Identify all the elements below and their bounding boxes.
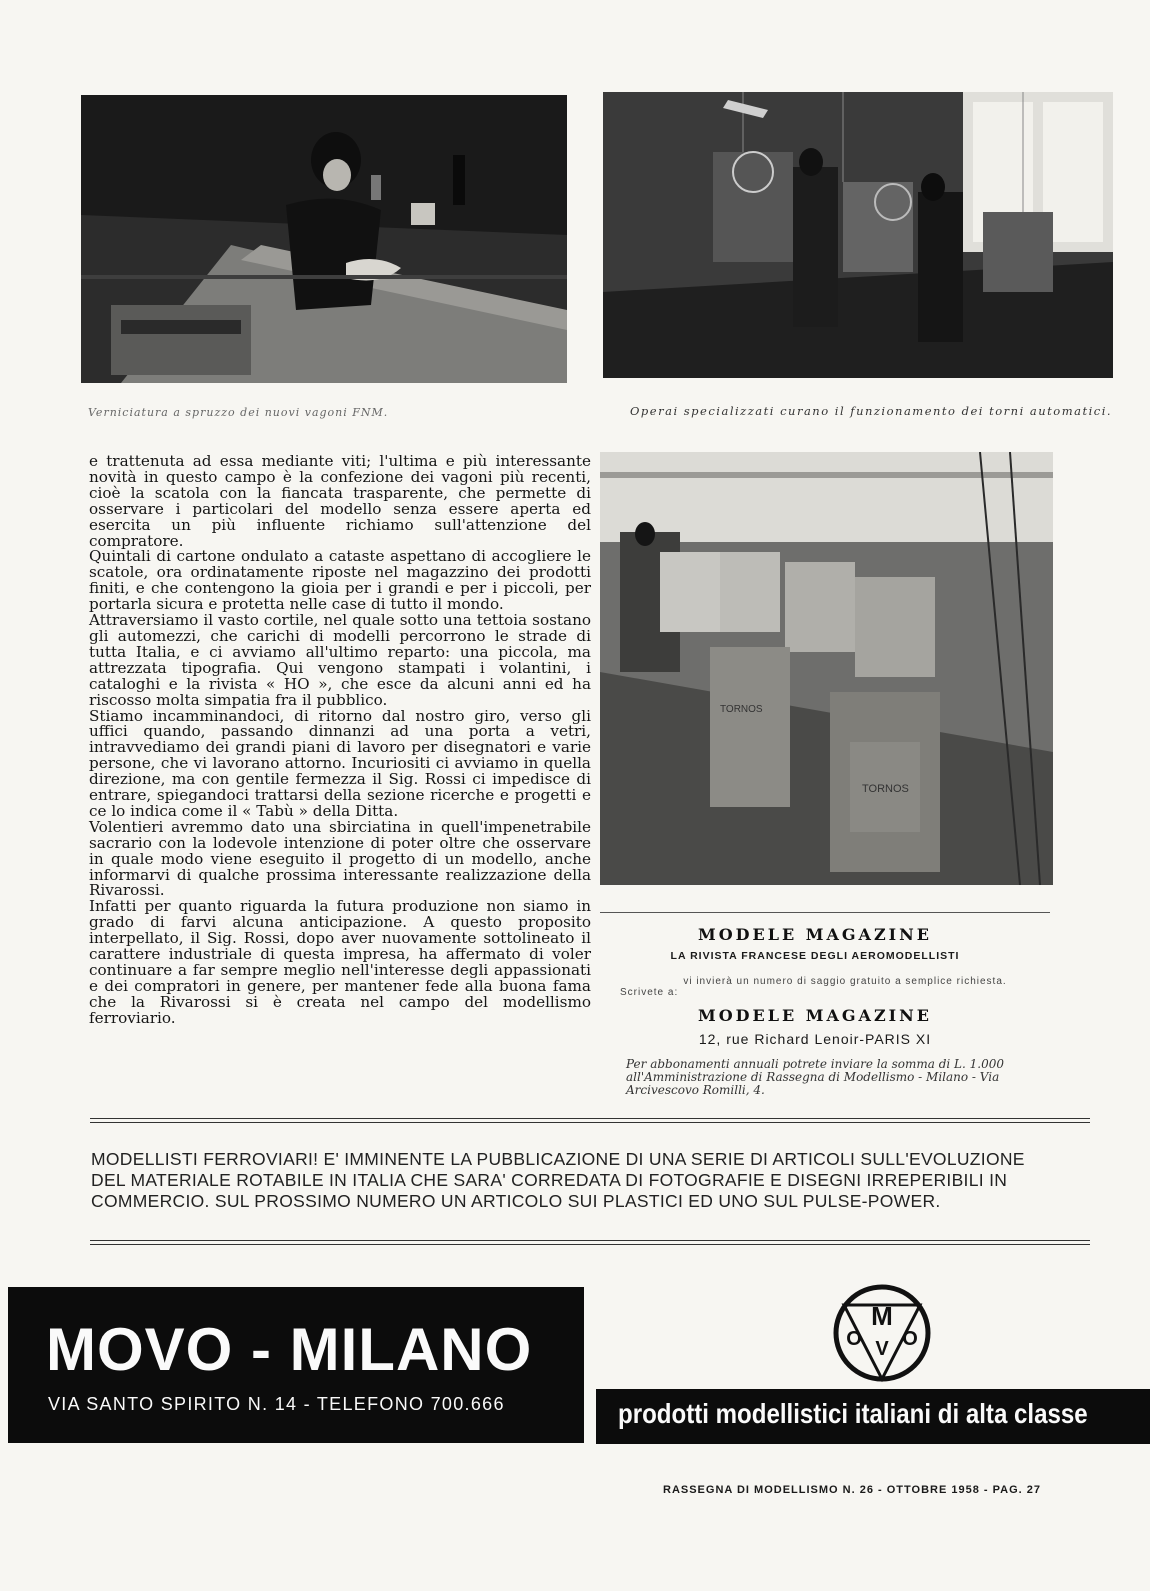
machine-label-2: TORNOS [862, 783, 909, 795]
tagline-block [596, 1389, 1150, 1444]
article-paragraph: Stiamo incamminandoci, di ritorno dal nostro giro, verso gli uffici quando, passando dinnanzi ad una porta a vetri, intravvediamo dei grandi piani di lavoro per disegnatori e varie persone, che vi lavorano attorno. Incuriositi ci avviamo in quella direzione, ma con gentile fermezza il Sig. Rossi ci impedisce di entrare, spiegandoci trattarsi della sezione ricerche e progetti e ce lo indica come il « Tabù » della Ditta. [89, 706, 591, 820]
modele-title-2: MODELE MAGAZINE [698, 1006, 932, 1025]
logo-letter-o2: O [902, 1328, 918, 1350]
movo-logo-icon [832, 1283, 932, 1383]
modele-address: 12, rue Richard Lenoir-PARIS XI [698, 1031, 932, 1047]
movo-tagline: prodotti modellistici italiani di alta classe [618, 1398, 1088, 1429]
article-paragraph: Infatti per quanto riguarda la futura produzione non siamo in grado di farvi alcuna anticipazione. A questo proposito interpellato, il Sig. Rossi, dopo aver nuovamente sottolineato il carattere industriale di questa impresa, ha affermato di voler continuare a far sempre meglio nell'interesse degli appassionati e dei compratori in genere, per mantener fede alla buona fama che la Rivarossi si è creata nel campo del modellismo ferroviario. [89, 897, 591, 1027]
divider-top [90, 1118, 1090, 1119]
modele-ad-rule [600, 912, 1050, 913]
divider-top-2 [90, 1122, 1090, 1123]
logo-letter-m: M [871, 1301, 893, 1331]
divider-bottom [90, 1240, 1090, 1241]
photo-lathe-operators [603, 92, 1113, 378]
modele-title: MODELE MAGAZINE [698, 925, 932, 944]
movo-name: MOVO - MILANO [46, 1316, 533, 1383]
page-footer: RASSEGNA DI MODELLISMO N. 26 - OTTOBRE 1958 - PAG. 27 [663, 1484, 1041, 1496]
modele-subtitle: LA RIVISTA FRANCESE DEGLI AEROMODELLISTI [670, 950, 960, 962]
divider-bottom-2 [90, 1244, 1090, 1245]
notice-line: COMMERCIO. SUL PROSSIMO NUMERO UN ARTICOLO SUI PLASTICI ED UNO SUL PULSE-POWER. [91, 1191, 941, 1211]
railway-notice [91, 1149, 1101, 1212]
article-paragraph: Attraversiamo il vasto cortile, nel quale sotto una tettoia sostano gli automezzi, che carichi di modelli percorrono le strade di tutta Italia, e ci avviamo all'ultimo reparto: una piccola, ma attrezzata tipografia. Qui vengono stampati i volantini, i cataloghi e la rivista « HO », che esce da alcuni anni ed ha riscosso molta simpatia fra il pubblico. [89, 611, 591, 709]
modele-line2: Scrivete a: [620, 987, 679, 998]
caption-lathes: Operai specializzati curano il funzionamento dei torni automatici. [630, 404, 1113, 418]
article-paragraph: e trattenuta ad essa mediante viti; l'ultima e più interessante novità in questo campo è la confezione dei vagoni più recenti, cioè la scatola con la fiancata trasparente, che permette di osservare i particolari del modello senza essere aperta ed esercita un più influente richiamo sull'attenzione del compratore. [89, 452, 591, 550]
logo-letter-o1: O [846, 1328, 862, 1350]
movo-address: VIA SANTO SPIRITO N. 14 - TELEFONO 700.666 [48, 1394, 505, 1414]
movo-advert [8, 1287, 584, 1443]
caption-painting: Verniciatura a spruzzo dei nuovi vagoni FNM. [88, 406, 389, 419]
article-paragraph: Volentieri avremmo dato una sbirciatina in quell'impenetrabile sacrario con la lodevole intenzione di poter oltre che osservare in quale modo viene eseguito il progetto di un modello, anche informarvi di qualche prossima interessante realizzazione della Rivarossi. [89, 817, 591, 900]
notice-line: DEL MATERIALE ROTABILE IN ITALIA CHE SARA' CORREDATA DI FOTOGRAFIE E DISEGNI IRREPERIBILI IN [91, 1170, 1008, 1190]
photo-painting-wagons [81, 95, 567, 383]
modele-magazine-ad [600, 925, 1030, 1047]
article-body [89, 454, 591, 1027]
modele-line1: vi invierà un numero di saggio gratuito a semplice richiesta. [683, 976, 1007, 987]
photo-tornos-machines [600, 452, 1053, 885]
machine-label-1: TORNOS [720, 704, 763, 715]
logo-letter-v: V [875, 1338, 889, 1360]
article-paragraph: Quintali di cartone ondulato a cataste aspettano di accogliere le scatole, ora ordinatamente riposte nel magazzino dei prodotti finiti, e che contengono la gioia per i grandi e per i piccoli, per portarla sicura e protetta nelle case di tutto il mondo. [89, 547, 591, 614]
notice-line: MODELLISTI FERROVIARI! E' IMMINENTE LA PUBBLICAZIONE DI UNA SERIE DI ARTICOLI SULL'EVOLUZIONE [91, 1149, 1025, 1169]
subscription-note: Per abbonamenti annuali potrete inviare la somma di L. 1.000 all'Amministrazione di Rassegna di Modellismo - Milano - Via Arcivescovo Romilli, 4. [626, 1057, 1004, 1097]
